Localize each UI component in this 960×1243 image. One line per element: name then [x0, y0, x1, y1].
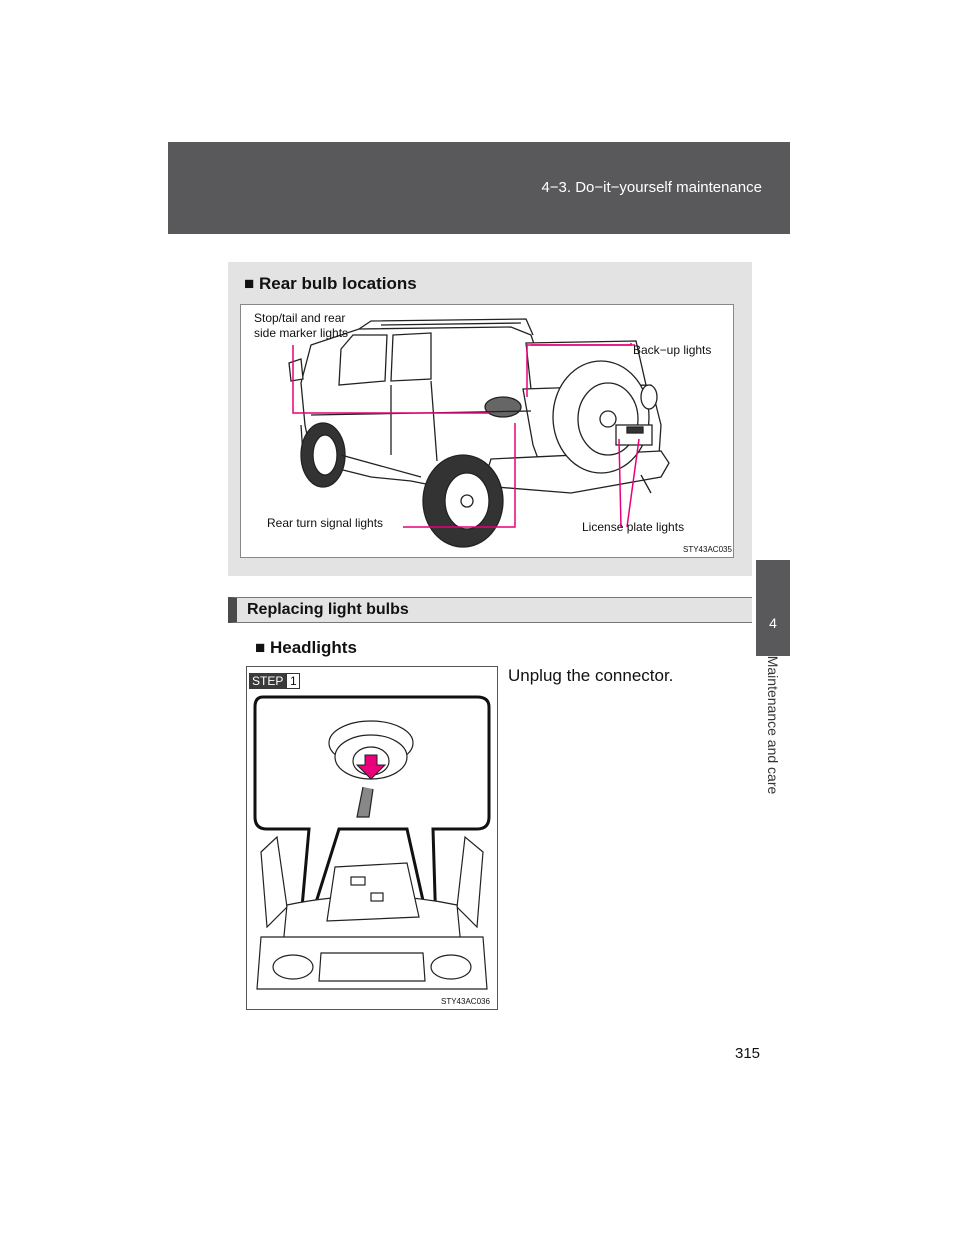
step-number: 1: [286, 673, 300, 689]
license-plate-lights-label: License plate lights: [582, 520, 685, 534]
figure-code: STY43AC036: [441, 997, 490, 1006]
chapter-tab-label: [756, 655, 790, 795]
figure-code: STY43AC035: [683, 545, 732, 554]
chapter-name: Maintenance and care: [765, 655, 781, 795]
step-word: STEP: [249, 673, 286, 689]
section-title: 4−3. Do−it−yourself maintenance: [541, 179, 762, 196]
step-1-figure: [246, 666, 498, 1010]
step-1-instruction: Unplug the connector.: [508, 666, 674, 685]
headlights-heading: ■ Headlights: [255, 638, 357, 657]
backup-lights-label: Back−up lights: [633, 343, 712, 357]
rear-bulb-heading: ■ Rear bulb locations: [244, 274, 417, 293]
replacing-bulbs-bar: [228, 597, 752, 623]
rear-bulb-figure: [240, 304, 734, 558]
rear-turn-signal-label: Rear turn signal lights: [267, 516, 384, 530]
headlight-connector-illustration: [247, 667, 497, 1009]
stop-tail-label-line2: side marker lights: [254, 326, 349, 340]
rear-bulb-panel: [228, 262, 752, 576]
step-badge: [249, 673, 300, 689]
chapter-tab: [756, 560, 790, 656]
stop-tail-label: [254, 311, 348, 341]
chapter-header: [168, 142, 790, 234]
chapter-number: 4: [769, 615, 777, 631]
stop-tail-label-line1: Stop/tail and rear: [254, 311, 346, 325]
replacing-bulbs-title: Replacing light bulbs: [247, 601, 409, 618]
page-number: 315: [735, 1045, 761, 1062]
